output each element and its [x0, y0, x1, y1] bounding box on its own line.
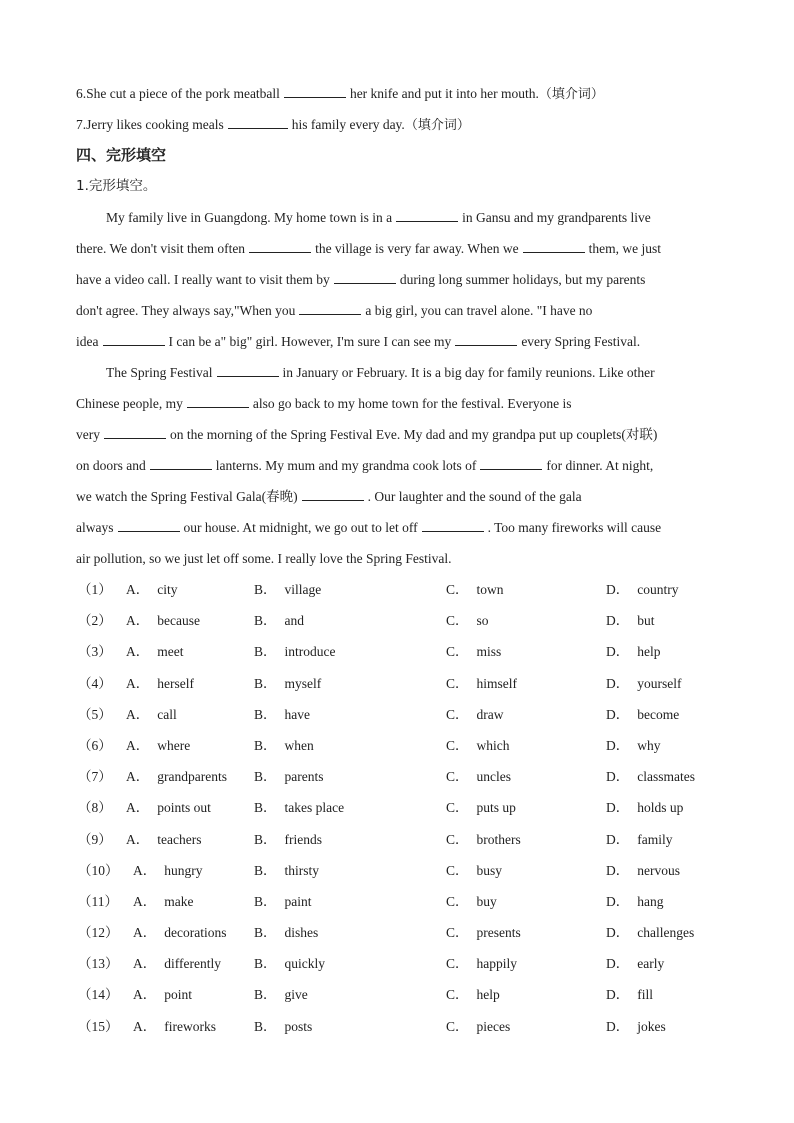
option-b[interactable] [254, 886, 312, 917]
option-row [76, 886, 716, 917]
option-letter: A． [133, 893, 157, 909]
option-c[interactable] [446, 636, 501, 667]
option-c[interactable] [446, 948, 517, 979]
option-text: but [637, 613, 655, 629]
option-a[interactable] [126, 668, 194, 699]
option-text: herself [157, 675, 194, 691]
passage-text: always [76, 520, 114, 535]
answer-blank[interactable] [228, 114, 288, 129]
option-number: （4） [78, 675, 112, 691]
passage-line [76, 264, 716, 295]
option-number: （1） [78, 582, 112, 597]
answer-blank[interactable] [396, 207, 458, 222]
option-d[interactable] [606, 699, 679, 730]
option-c[interactable] [446, 605, 489, 636]
option-a[interactable] [126, 824, 201, 855]
option-letter: D． [606, 925, 630, 941]
option-d[interactable] [606, 792, 683, 823]
option-text: hungry [164, 862, 203, 878]
option-text: where [157, 737, 191, 753]
option-d[interactable] [606, 824, 673, 855]
option-text: posts [284, 1018, 313, 1034]
option-text: parents [284, 769, 324, 785]
answer-blank[interactable] [334, 269, 396, 284]
answer-blank[interactable] [299, 300, 361, 315]
option-letter: C． [446, 956, 469, 972]
option-row [76, 948, 716, 979]
option-row [76, 574, 716, 605]
option-number: （13） [78, 956, 119, 972]
option-letter: D． [606, 675, 630, 691]
option-letter: B． [254, 893, 277, 909]
option-d[interactable] [606, 979, 653, 1010]
passage-text: lanterns. My mum and my grandma cook lots of [215, 458, 477, 473]
option-letter: B． [254, 987, 277, 1003]
option-a[interactable] [133, 886, 194, 917]
option-text: help [476, 987, 500, 1003]
option-text: himself [476, 675, 518, 691]
option-a[interactable] [126, 636, 184, 667]
option-d[interactable] [606, 1011, 666, 1042]
answer-blank[interactable] [118, 517, 180, 532]
passage-text: for dinner. At night, [546, 458, 654, 473]
passage-text: don't agree. They always say,"When you [76, 303, 296, 318]
option-b[interactable] [254, 948, 325, 979]
option-c[interactable] [446, 574, 504, 605]
option-text: classmates [637, 769, 695, 785]
option-a[interactable] [133, 917, 226, 948]
option-c[interactable] [446, 855, 502, 886]
option-a[interactable] [126, 699, 177, 730]
question-hint: （填介词） [538, 87, 604, 102]
option-letter: B． [254, 582, 277, 597]
option-text: village [284, 582, 322, 597]
option-text: which [476, 737, 510, 753]
option-text: buy [476, 893, 497, 909]
option-letter: B． [254, 613, 277, 629]
question-text: his family every day. [291, 117, 405, 132]
option-letter: B． [254, 956, 277, 972]
option-letter: C． [446, 800, 469, 816]
option-letter: C． [446, 675, 469, 691]
fill-question-6 [76, 78, 716, 109]
option-text: busy [476, 862, 503, 878]
cloze-passage [76, 202, 716, 574]
answer-blank[interactable] [150, 455, 212, 470]
option-d[interactable] [606, 886, 664, 917]
option-letter: A． [126, 737, 150, 753]
option-text: pieces [476, 1018, 511, 1034]
option-b[interactable] [254, 574, 321, 605]
option-text: and [284, 613, 305, 629]
passage-line [76, 202, 716, 233]
answer-blank[interactable] [187, 393, 249, 408]
option-number: （8） [78, 800, 112, 816]
option-text: introduce [284, 644, 336, 660]
option-letter: B． [254, 769, 277, 785]
option-b[interactable] [254, 636, 336, 667]
option-text: yourself [637, 675, 682, 691]
option-text: why [637, 737, 661, 753]
option-c[interactable] [446, 886, 497, 917]
option-row [76, 917, 716, 948]
answer-blank[interactable] [455, 331, 517, 346]
option-letter: D． [606, 582, 630, 597]
option-letter: A． [126, 613, 150, 629]
passage-line [76, 233, 716, 264]
option-b[interactable] [254, 699, 310, 730]
option-b[interactable] [254, 792, 344, 823]
passage-text: in Gansu and my grandparents live [462, 210, 651, 225]
option-text: grandparents [157, 769, 227, 785]
option-letter: A． [133, 987, 157, 1003]
option-number: （2） [78, 613, 112, 629]
option-letter: C． [446, 706, 469, 722]
option-b[interactable] [254, 824, 322, 855]
option-letter: A． [133, 956, 157, 972]
passage-text: during long summer holidays, but my parents [399, 272, 646, 287]
option-letter: D． [606, 800, 630, 816]
option-row [76, 1011, 716, 1042]
option-row [76, 855, 716, 886]
passage-text: air pollution, so we just let off some. I really love the Spring Festival. [76, 551, 452, 566]
section-title: 四、完形填空 [76, 146, 167, 164]
option-c[interactable] [446, 730, 510, 761]
option-text: country [637, 582, 679, 597]
option-c[interactable] [446, 761, 511, 792]
passage-text: The Spring Festival [106, 365, 213, 380]
option-text: presents [476, 925, 521, 941]
option-d[interactable] [606, 636, 661, 667]
option-letter: A． [126, 831, 150, 847]
answer-blank[interactable] [249, 238, 311, 253]
passage-text: on doors and [76, 458, 146, 473]
passage-line [76, 326, 716, 357]
option-b[interactable] [254, 730, 314, 761]
passage-text: . Too many fireworks will cause [487, 520, 662, 535]
option-row [76, 824, 716, 855]
question-text: her knife and put it into her mouth. [349, 86, 539, 101]
passage-line [76, 543, 716, 574]
option-text: holds up [637, 800, 684, 816]
option-letter: C． [446, 1018, 469, 1034]
answer-blank[interactable] [217, 362, 279, 377]
option-letter: C． [446, 831, 469, 847]
passage-text: every Spring Festival. [521, 334, 641, 349]
passage-line [76, 295, 716, 326]
option-c[interactable] [446, 699, 504, 730]
answer-blank[interactable] [284, 83, 346, 98]
option-text: when [284, 737, 314, 753]
passage-text: them, we just [588, 241, 661, 256]
option-c[interactable] [446, 824, 521, 855]
option-letter: C． [446, 582, 469, 597]
option-b[interactable] [254, 668, 321, 699]
option-letter: B． [254, 800, 277, 816]
question-hint: （填介词） [404, 118, 470, 133]
passage-text: we watch the Spring Festival Gala(春晚) [76, 489, 298, 504]
passage-text: My family live in Guangdong. My home town is in a [106, 210, 393, 225]
option-text: make [164, 893, 194, 909]
option-a[interactable] [126, 761, 227, 792]
option-text: differently [164, 956, 221, 972]
option-text: puts up [476, 800, 516, 816]
option-text: myself [284, 675, 322, 691]
fill-question-7 [76, 109, 716, 140]
passage-text: Chinese people, my [76, 396, 183, 411]
option-letter: A． [126, 675, 150, 691]
option-letter: A． [126, 706, 150, 722]
option-letter: B． [254, 675, 277, 691]
option-c[interactable] [446, 917, 521, 948]
passage-text: have a video call. I really want to visit them by [76, 272, 330, 287]
option-number: （7） [78, 769, 112, 785]
option-letter: D． [606, 987, 630, 1003]
option-row [76, 792, 716, 823]
option-text: draw [476, 706, 504, 722]
option-letter: B． [254, 644, 277, 660]
option-letter: A． [126, 769, 150, 785]
option-d[interactable] [606, 730, 661, 761]
answer-blank[interactable] [302, 486, 364, 501]
answer-blank[interactable] [422, 517, 484, 532]
option-a[interactable] [133, 948, 221, 979]
question-text: 7.Jerry likes cooking meals [76, 117, 224, 132]
option-d[interactable] [606, 761, 695, 792]
option-text: takes place [284, 800, 345, 816]
option-a[interactable] [133, 979, 192, 1010]
option-text: fireworks [164, 1018, 216, 1034]
option-letter: D． [606, 831, 630, 847]
option-letter: D． [606, 956, 630, 972]
option-number: （12） [78, 925, 119, 941]
option-letter: B． [254, 1018, 277, 1034]
option-text: hang [637, 893, 664, 909]
question-title: 1.完形填空。 [76, 178, 157, 194]
option-text: nervous [637, 862, 680, 878]
option-a[interactable] [126, 605, 200, 636]
option-text: call [157, 706, 177, 722]
passage-text: the village is very far away. When we [315, 241, 519, 256]
passage-text: a big girl, you can travel alone. "I have no [365, 303, 593, 318]
option-text: city [157, 582, 178, 597]
option-letter: C． [446, 644, 469, 660]
option-b[interactable] [254, 917, 318, 948]
option-number: （15） [78, 1018, 119, 1034]
option-number: （14） [78, 987, 119, 1003]
option-b[interactable] [254, 605, 304, 636]
option-a[interactable] [133, 855, 203, 886]
passage-text: idea [76, 334, 99, 349]
option-b[interactable] [254, 1011, 312, 1042]
option-number: （5） [78, 706, 112, 722]
option-number: （11） [78, 893, 118, 909]
option-c[interactable] [446, 1011, 510, 1042]
option-text: because [157, 613, 200, 629]
option-c[interactable] [446, 979, 500, 1010]
option-number: （9） [78, 831, 112, 847]
option-text: give [284, 987, 308, 1003]
option-b[interactable] [254, 761, 324, 792]
option-text: miss [476, 644, 502, 660]
option-text: point [164, 987, 193, 1003]
option-row [76, 761, 716, 792]
passage-line [76, 481, 716, 512]
option-letter: A． [133, 862, 157, 878]
option-c[interactable] [446, 668, 517, 699]
option-row [76, 605, 716, 636]
option-letter: A． [126, 800, 150, 816]
option-text: decorations [164, 925, 227, 941]
option-a[interactable] [126, 792, 211, 823]
option-text: meet [157, 644, 184, 660]
option-letter: D． [606, 706, 630, 722]
answer-blank[interactable] [104, 424, 166, 439]
option-text: early [637, 956, 665, 972]
option-letter: C． [446, 737, 469, 753]
option-row [76, 730, 716, 761]
option-letter: D． [606, 893, 630, 909]
question-text: 6.She cut a piece of the pork meatball [76, 86, 280, 101]
passage-text: very [76, 427, 100, 442]
option-b[interactable] [254, 855, 319, 886]
option-letter: D． [606, 862, 630, 878]
option-row [76, 668, 716, 699]
option-number: （6） [78, 737, 112, 753]
option-letter: D． [606, 644, 630, 660]
option-letter: B． [254, 706, 277, 722]
option-letter: D． [606, 1018, 630, 1034]
option-letter: B． [254, 831, 277, 847]
option-d[interactable] [606, 917, 694, 948]
option-d[interactable] [606, 574, 679, 605]
options-list [76, 574, 716, 1042]
option-text: thirsty [284, 862, 320, 878]
option-text: challenges [637, 925, 695, 941]
option-d[interactable] [606, 855, 680, 886]
option-letter: A． [133, 1018, 157, 1034]
option-a[interactable] [133, 1011, 216, 1042]
option-row [76, 979, 716, 1010]
option-letter: D． [606, 613, 630, 629]
option-text: jokes [637, 1018, 666, 1034]
option-letter: C． [446, 862, 469, 878]
option-letter: B． [254, 737, 277, 753]
option-letter: B． [254, 862, 277, 878]
option-text: happily [476, 956, 518, 972]
option-letter: D． [606, 737, 630, 753]
option-text: friends [284, 831, 323, 847]
answer-blank[interactable] [103, 331, 165, 346]
option-text: paint [284, 893, 312, 909]
passage-text: also go back to my home town for the festival. Everyone is [252, 396, 572, 411]
option-letter: A． [126, 582, 150, 597]
option-text: brothers [476, 831, 521, 847]
passage-text: . Our laughter and the sound of the gala [367, 489, 582, 504]
option-row [76, 636, 716, 667]
passage-line [76, 388, 716, 419]
option-d[interactable] [606, 668, 682, 699]
option-d[interactable] [606, 605, 655, 636]
option-letter: C． [446, 769, 469, 785]
passage-line [76, 450, 716, 481]
passage-text: our house. At midnight, we go out to let off [183, 520, 418, 535]
option-text: town [476, 582, 504, 597]
option-text: fill [637, 987, 653, 1003]
option-d[interactable] [606, 948, 664, 979]
option-letter: B． [254, 925, 277, 941]
passage-line [76, 357, 716, 388]
option-text: dishes [284, 925, 319, 941]
option-text: uncles [476, 769, 512, 785]
option-row [76, 699, 716, 730]
option-text: so [476, 613, 489, 629]
passage-text: in January or February. It is a big day for family reunions. Like other [282, 365, 655, 380]
option-text: teachers [157, 831, 202, 847]
answer-blank[interactable] [480, 455, 542, 470]
option-text: have [284, 706, 310, 722]
option-number: （10） [78, 862, 119, 878]
passage-line [76, 512, 716, 543]
option-number: （3） [78, 644, 112, 660]
option-letter: A． [126, 644, 150, 660]
option-c[interactable] [446, 792, 516, 823]
worksheet-page [76, 78, 716, 1042]
option-text: quickly [284, 956, 326, 972]
answer-blank[interactable] [523, 238, 585, 253]
passage-line [76, 419, 716, 450]
option-b[interactable] [254, 979, 308, 1010]
option-letter: C． [446, 613, 469, 629]
option-letter: C． [446, 925, 469, 941]
option-text: become [637, 706, 680, 722]
option-letter: C． [446, 987, 469, 1003]
option-letter: A． [133, 925, 157, 941]
option-letter: D． [606, 769, 630, 785]
passage-text: on the morning of the Spring Festival Eve. My dad and my grandpa put up couplets(对联) [170, 427, 658, 442]
option-text: help [637, 644, 661, 660]
passage-text: there. We don't visit them often [76, 241, 246, 256]
option-a[interactable] [126, 574, 178, 605]
option-text: family [637, 831, 673, 847]
option-text: points out [157, 800, 211, 816]
option-a[interactable] [126, 730, 190, 761]
passage-text: I can be a" big" girl. However, I'm sure I can see my [168, 334, 452, 349]
option-letter: C． [446, 893, 469, 909]
